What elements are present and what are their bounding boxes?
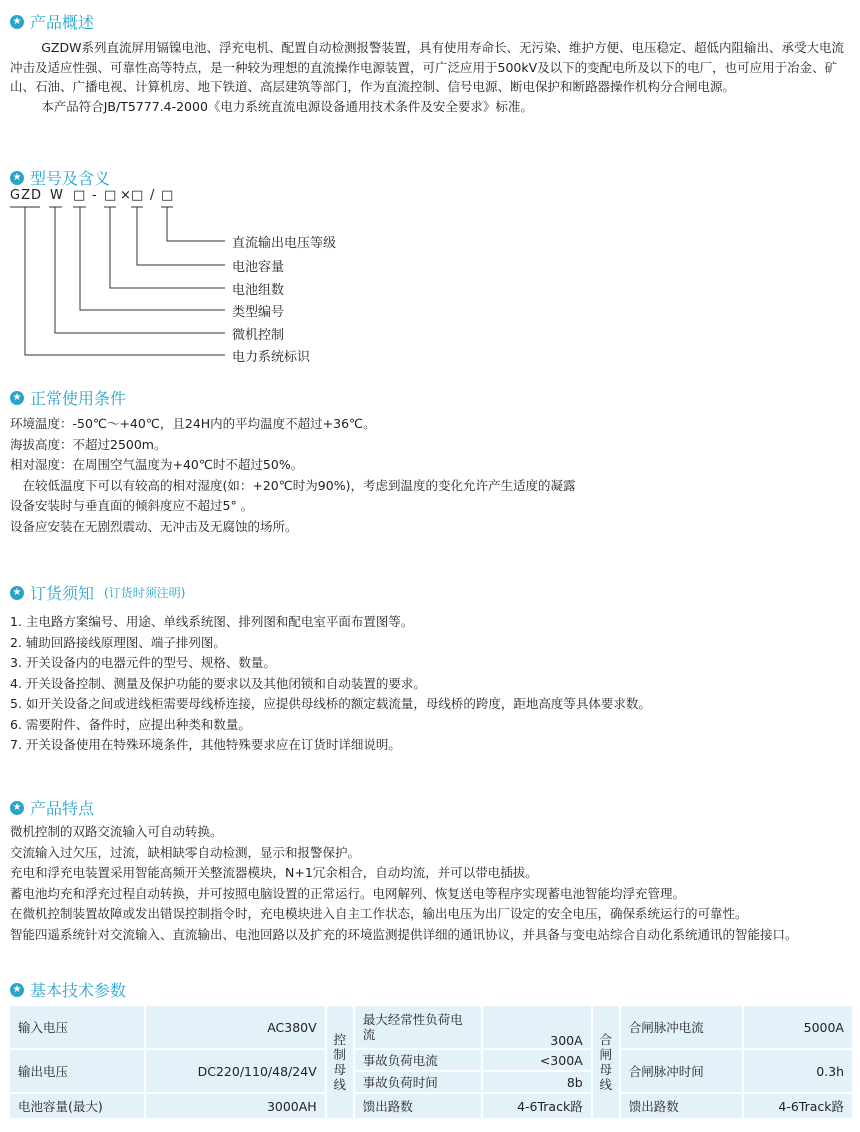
- spec-value: 5000A: [743, 1005, 853, 1049]
- specs-table: [8, 1004, 854, 1120]
- spec-label: 合闸脉冲时间: [620, 1049, 743, 1093]
- code-dash: -: [92, 188, 98, 203]
- overview-text: GZDW系列直流屏用镉镍电池、浮充电机、配置自动检测报警装置，具有使用寿命长、无污染、维护方便、电压稳定、超低内阻输出、承受大电流冲击及适应性强、可靠性高等特点，是一种较为理想的直流操作电源装置，可广泛应用于500kV及以下的变配电所及以下的电厂，也可应用于冶金、矿山、石油、广播电视、计算机房、地下铁道、高层建筑等部门，作为直流控制、信号电源、断电保护和断路器操作机构分合闸电源。 本产品符合JB/T5777.4-2000《电力系统直流电源设备通用技术条件及安全要求》标准。: [10, 40, 844, 114]
- code-slash: /: [150, 188, 156, 203]
- spec-label: 输入电压: [9, 1005, 145, 1049]
- code-w: W: [50, 188, 64, 203]
- spec-value: 8b: [482, 1071, 592, 1093]
- diagram-label: 电力系统标识: [232, 350, 311, 365]
- heading-overview: ★ 产品概述: [10, 10, 94, 33]
- spec-value: DC220/110/48/24V: [145, 1049, 326, 1093]
- diagram-label: 微机控制: [232, 328, 285, 343]
- heading-specs: ★ 基本技术参数: [10, 978, 126, 1001]
- spec-label: 馈出路数: [620, 1093, 743, 1119]
- ordering-list: 1. 主电路方案编号、用途、单线系统图、排列图和配电室平面布置图等。 2. 辅助回路接线原理图、端子排列图。 3. 开关设备内的电器元件的型号、规格、数量。 4. 开关设备控制、测量及保护功能的要求以及其他闭锁和自动装置的要求。 5. 如开关设备之间或进线柜需要母线桥连接，应提供母线桥的额定载流量，母线桥的跨度，距地高度等具体要求数。 6. 需要附件、备件时，应提出种类和数量。 7. 开关设备使用在特殊环境条件，其他特殊要求应在订货时详细说明。: [10, 614, 651, 752]
- diagram-label: 直流输出电压等级: [232, 236, 337, 251]
- spec-label: 输出电压: [9, 1049, 145, 1093]
- star-circle-icon: ★: [10, 171, 24, 185]
- spec-value: AC380V: [145, 1005, 326, 1049]
- closing-bus-label: 合闸母线: [592, 1005, 620, 1119]
- spec-label: 合闸脉冲电流: [620, 1005, 743, 1049]
- code-times: ×: [120, 188, 132, 203]
- star-circle-icon: ★: [10, 15, 24, 29]
- star-circle-icon: ★: [10, 983, 24, 997]
- code-box: □: [131, 188, 145, 203]
- spec-value: 300A: [482, 1005, 592, 1049]
- features-text: 微机控制的双路交流输入可自动转换。 交流输入过欠压，过流，缺相缺零自动检测，显示和报警保护。 充电和浮充电装置采用智能高频开关整流器模块，N+1冗余相合，自动均流，并可以带电插拔。 蓄电池均充和浮充过程自动转换，并可按照电脑设置的正常运行。电网解列、恢复送电等程序实现蓄电池智能均浮充管理。 在微机控制装置故障或发出错误控制指令时，充电模块进入自主工作状态，输出电压为出厂设定的安全电压，确保系统运行的可靠性。 智能四遥系统针对交流输入、直流输出、电池回路以及扩充的环境监测提供详细的通讯协议，并具备与变电站综合自动化系统通讯的智能接口。: [10, 824, 798, 942]
- spec-label: 事故负荷电流: [354, 1049, 482, 1071]
- star-circle-icon: ★: [10, 586, 24, 600]
- spec-label: 事故负荷时间: [354, 1071, 482, 1093]
- diagram-label: 电池组数: [232, 283, 285, 298]
- spec-label: 最大经常性负荷电流: [354, 1005, 482, 1049]
- diagram-label: 类型编号: [232, 305, 285, 320]
- spec-label: 电池容量(最大): [9, 1093, 145, 1119]
- heading-features: ★ 产品特点: [10, 796, 94, 819]
- model-diagram-lines: [0, 0, 240, 370]
- code-box: □: [73, 188, 87, 203]
- heading-conditions: ★ 正常使用条件: [10, 386, 126, 409]
- spec-value: 3000AH: [145, 1093, 326, 1119]
- code-box: □: [161, 188, 175, 203]
- spec-value: 4-6Track路: [743, 1093, 853, 1119]
- diagram-label: 电池容量: [232, 260, 285, 275]
- star-circle-icon: ★: [10, 391, 24, 405]
- code-gzd: GZD: [10, 188, 42, 203]
- spec-value: <300A: [482, 1049, 592, 1071]
- spec-label: 馈出路数: [354, 1093, 482, 1119]
- spec-value: 4-6Track路: [482, 1093, 592, 1119]
- code-box: □: [104, 188, 118, 203]
- spec-value: 0.3h: [743, 1049, 853, 1093]
- heading-model: ★ 型号及含义: [10, 166, 110, 189]
- control-bus-label: 控制母线: [326, 1005, 354, 1119]
- heading-ordering: ★ 订货须知 (订货时须注明): [10, 581, 185, 604]
- star-circle-icon: ★: [10, 801, 24, 815]
- conditions-text: 环境温度：-50℃～+40℃，且24H内的平均温度不超过+36℃。 海拔高度：不超过2500m。 相对湿度：在周围空气温度为+40℃时不超过50%。 在较低温度下可以有较高的相对湿度(如：+20℃时为90%)，考虑到温度的变化允许产生适度的凝露 设备安装时与垂直面的倾斜度应不超过5° 。 设备应安装在无剧烈震动、无冲击及无腐蚀的场所。: [10, 416, 576, 534]
